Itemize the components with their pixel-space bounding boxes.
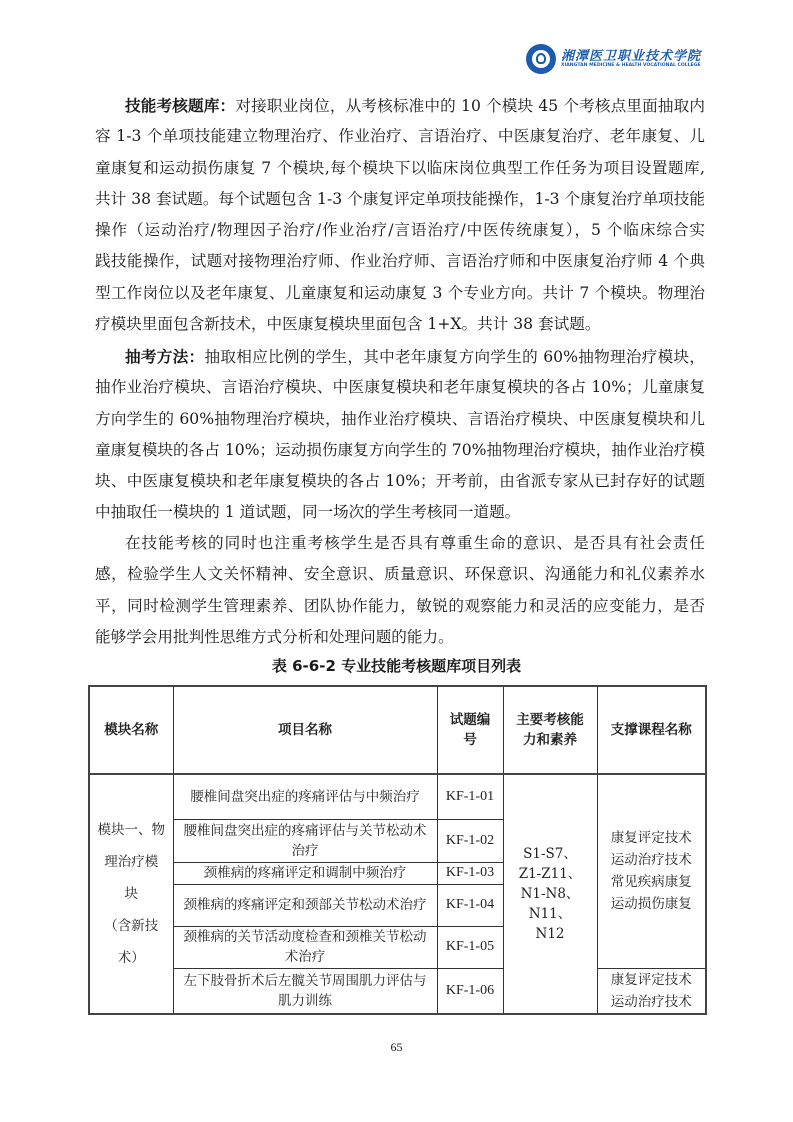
paragraph-line: 操作（运动治疗/物理因子治疗/作业治疗/言语治疗/中医传统康复），5 个临床综合实 bbox=[95, 221, 705, 240]
question-bank-table bbox=[88, 685, 707, 1015]
project-name-cell: 颈椎病的疼痛评定和调制中频治疗 bbox=[173, 862, 437, 884]
header-main-abilities: 主要考核能 力和素养 bbox=[503, 686, 597, 774]
question-code-cell: KF-1-01 bbox=[437, 774, 503, 819]
paragraph-label: 抽考方法： bbox=[125, 347, 205, 366]
paragraph-line: 共计 38 套试题。每个试题包含 1-3 个康复评定单项技能操作，1-3 个康复治疗单项技能 bbox=[95, 189, 705, 208]
project-name-cell: 左下肢骨折术后左髋关节周围肌力评估与肌力训练 bbox=[173, 968, 437, 1014]
college-seal-icon bbox=[526, 44, 556, 74]
abilities-cell: S1-S7、 Z1-Z11、 N1-N8、N11、 N12 bbox=[503, 774, 597, 1014]
paragraph-label: 技能考核题库： bbox=[125, 96, 236, 115]
paragraph-line: 技能考核题库：对接职业岗位，从考核标准中的 10 个模块 45 个考核点里面抽取内 bbox=[125, 96, 705, 115]
question-code-cell: KF-1-03 bbox=[437, 862, 503, 884]
paragraph-line: 平，同时检测学生管理素养、团队协作能力，敏锐的观察能力和灵活的应变能力，是否 bbox=[95, 596, 705, 615]
paragraph-line: 型工作岗位以及老年康复、儿童康复和运动康复 3 个专业方向。共计 7 个模块。物理治 bbox=[95, 283, 705, 302]
college-name: 湘潭医卫职业技术学院 bbox=[561, 49, 702, 64]
page-number: 65 bbox=[390, 1040, 403, 1054]
paragraph-line: 抽考方法：抽取相应比例的学生，其中老年康复方向学生的 60%抽物理治疗模块， bbox=[125, 347, 705, 366]
paragraph-line: 感，检验学生人文关怀精神、安全意识、质量意识、环保意识、沟通能力和礼仪素养水 bbox=[95, 565, 705, 584]
project-name-cell: 腰椎间盘突出症的疼痛评估与关节松动术治疗 bbox=[173, 819, 437, 862]
paragraph-line: 中抽取任一模块的 1 道试题，同一场次的学生考核同一道题。 bbox=[95, 503, 521, 522]
paragraph-line: 童康复和运动损伤康复 7 个模块,每个模块下以临床岗位典型工作任务为项目设置题库, bbox=[95, 158, 705, 177]
paragraph-line: 疗模块里面包含新技术，中医康复模块里面包含 1+X。共计 38 套试题。 bbox=[95, 315, 601, 334]
project-name-cell: 腰椎间盘突出症的疼痛评估与中频治疗 bbox=[173, 774, 437, 819]
header-module-name: 模块名称 bbox=[89, 686, 173, 774]
courses-cell: 康复评定技术 运动治疗技术 常见疾病康复 运动损伤康复 bbox=[597, 774, 706, 968]
project-name-cell: 颈椎病的关节活动度检查和颈椎关节松动术治疗 bbox=[173, 926, 437, 968]
paragraph-line: 童康复模块的各占 10%；运动损伤康复方向学生的 70%抽物理治疗模块，抽作业治疗模 bbox=[95, 440, 705, 459]
project-name-cell: 颈椎病的疼痛评定和颈部关节松动术治疗 bbox=[173, 884, 437, 926]
question-code-cell: KF-1-04 bbox=[437, 884, 503, 926]
courses-cell: 康复评定技术 运动治疗技术 bbox=[597, 968, 706, 1014]
question-code-cell: KF-1-06 bbox=[437, 968, 503, 1014]
paragraph-line: 能够学会用批判性思维方式分析和处理问题的能力。 bbox=[95, 627, 454, 646]
header-project-name: 项目名称 bbox=[173, 686, 437, 774]
table-caption: 表 6-6-2 专业技能考核题库项目列表 bbox=[271, 657, 522, 675]
table-row bbox=[89, 968, 706, 1014]
module-name-cell: 模块一、物 理治疗模 块 （含新技 术） bbox=[89, 774, 173, 1014]
header-question-code: 试题编 号 bbox=[437, 686, 503, 774]
paragraph-sampling-method bbox=[95, 341, 705, 529]
paragraph-professional-literacy bbox=[95, 528, 705, 653]
table-header-row bbox=[89, 686, 706, 774]
question-code-cell: KF-1-02 bbox=[437, 819, 503, 862]
question-code-cell: KF-1-05 bbox=[437, 926, 503, 968]
college-english-name: XIANGTAN MEDICINE & HEALTH VOCATIONAL COLLEGE bbox=[561, 63, 701, 68]
paragraph-line: 践技能操作，试题对接物理治疗师、作业治疗师、言语治疗师和中医康复治疗师 4 个典 bbox=[95, 252, 705, 271]
college-logo bbox=[526, 44, 702, 74]
paragraph-line: 在技能考核的同时也注重考核学生是否具有尊重生命的意识、是否具有社会责任 bbox=[125, 534, 705, 552]
header-supporting-courses: 支撑课程名称 bbox=[597, 686, 706, 774]
paragraph-skill-question-bank bbox=[95, 90, 705, 340]
paragraph-line: 方向学生的 60%抽物理治疗模块，抽作业治疗模块、言语治疗模块、中医康复模块和儿 bbox=[95, 409, 705, 428]
paragraph-line: 容 1-3 个单项技能建立物理治疗、作业治疗、言语治疗、中医康复治疗、老年康复、儿 bbox=[95, 127, 705, 146]
paragraph-line: 块、中医康复模块和老年康复模块的各占 10%；开考前，由省派专家从已封存好的试题 bbox=[95, 472, 705, 491]
table-row bbox=[89, 774, 706, 819]
paragraph-line: 抽作业治疗模块、言语治疗模块、中医康复模块和老年康复模块的各占 10%；儿童康复 bbox=[95, 378, 705, 397]
